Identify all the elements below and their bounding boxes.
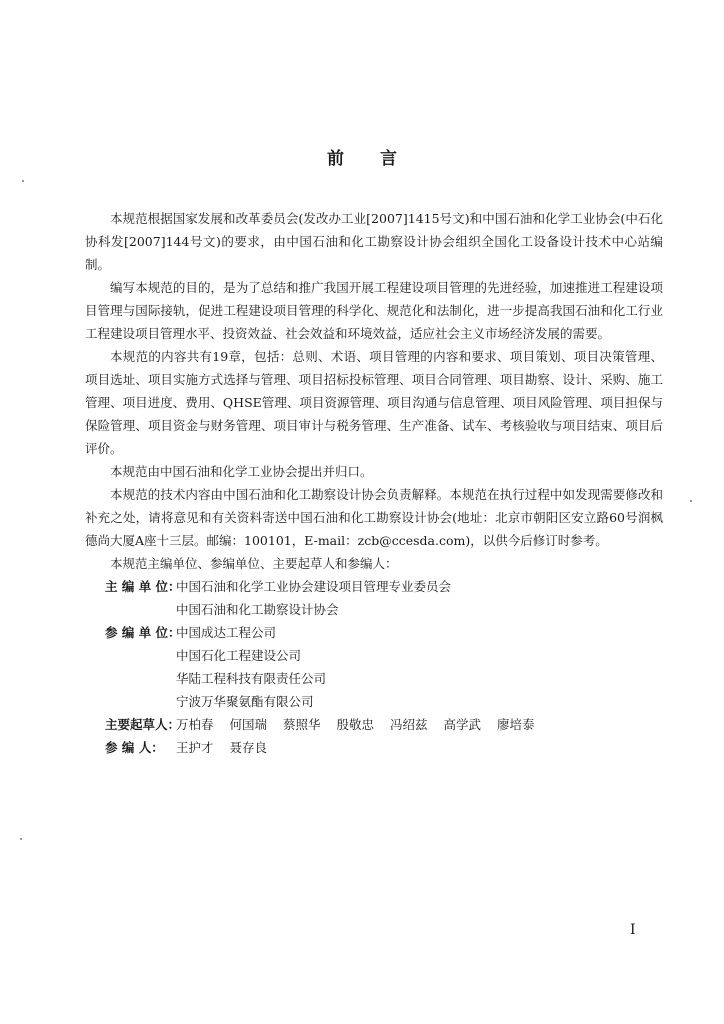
participating-units-row: [85, 667, 663, 690]
drafter-name: 万柏春: [176, 717, 214, 732]
participating-unit: 中国成达工程公司: [176, 625, 277, 640]
paragraph-contents: 本规范的内容共有19章，包括：总则、术语、项目管理的内容和要求、项目策划、项目决策管理、项目选址、项目实施方式选择与管理、项目招标投标管理、项目合同管理、项目勘察、设计、采购、施工管理、项目进度、费用、QHSE管理、项目资源管理、项目沟通与信息管理、项目风险管理、项目担保与保险管理、项目资金与财务管理、项目审计与税务管理、生产准备、试车、考核验收与项目结束、项目后评价。: [85, 349, 663, 456]
participants-label: 参 编 人：: [105, 740, 164, 755]
scan-speck: [690, 500, 692, 502]
drafter-name: 廖培泰: [497, 717, 535, 732]
participants-row: [85, 736, 663, 759]
participating-unit: 中国石化工程建设公司: [176, 648, 302, 663]
scan-speck: [20, 838, 22, 840]
paragraph-proposer: 本规范由中国石油和化学工业协会提出并归口。: [110, 464, 373, 479]
main-drafters-label: 主要起草人：: [105, 717, 181, 732]
chief-unit: 中国石油和化工勘察设计协会: [176, 602, 339, 617]
chief-unit: 中国石油和化学工业协会建设项目管理专业委员会: [176, 579, 452, 594]
participant-name: 聂存良: [229, 740, 268, 755]
drafter-name: 高学武: [443, 717, 482, 732]
participating-units-row: [85, 690, 663, 713]
drafter-name: 殷敬忠: [336, 717, 375, 732]
page-number: I: [630, 922, 636, 938]
chief-units-label: 主 编 单 位：: [105, 579, 181, 594]
paragraph-purpose: 编写本规范的目的，是为了总结和推广我国开展工程建设项目管理的先进经验，加速推进工程建设项目管理与国际接轨，促进工程建设项目管理的科学化、规范化和法制化，进一步提高我国石油和化工行业工程建设项目管理水平、投资效益、社会效益和环境效益，适应社会主义市场经济发展的需要。: [85, 280, 663, 341]
paragraph-units-intro: 本规范主编单位、参编单位、主要起草人和参编人：: [110, 556, 398, 571]
participating-units-row: [85, 621, 663, 644]
main-drafters-row: [85, 713, 663, 736]
chief-units-row: [85, 575, 663, 598]
preface-body: [85, 207, 663, 759]
participating-units-label: 参 编 单 位：: [105, 625, 181, 640]
drafter-name: 蔡照华: [283, 717, 321, 732]
main-drafters-list: [176, 713, 547, 736]
paragraph-interpretation: 本规范的技术内容由中国石油和化工勘察设计协会负责解释。本规范在执行过程中如发现需要修改和补充之处，请将意见和有关资料寄送中国石油和化工勘察设计协会(地址：北京市朝阳区安立路60号润枫德尚大厦A座十三层。邮编：100101，E-mail：zcb@ccesda.com)，以供今后修订时参考。: [85, 487, 663, 548]
chief-units-row: [85, 598, 663, 621]
participating-unit: 华陆工程科技有限责任公司: [176, 671, 327, 686]
drafter-name: 何国瑞: [229, 717, 268, 732]
credits-list: [85, 575, 663, 759]
participating-unit: 宁波万华聚氨酯有限公司: [176, 694, 314, 709]
paragraph-origin: 本规范根据国家发展和改革委员会(发改办工业[2007]1415号文)和中国石油和化学工业协会(中石化协科发[2007]144号文)的要求，由中国石油和化工勘察设计协会组织全国化工设备设计技术中心站编制。: [85, 211, 663, 272]
scan-speck: [22, 180, 24, 182]
participant-name: 王护才: [176, 740, 214, 755]
drafter-name: 冯绍兹: [390, 717, 428, 732]
participants-list: [176, 736, 279, 759]
participating-units-row: [85, 644, 663, 667]
page-title: 前言: [327, 149, 433, 169]
